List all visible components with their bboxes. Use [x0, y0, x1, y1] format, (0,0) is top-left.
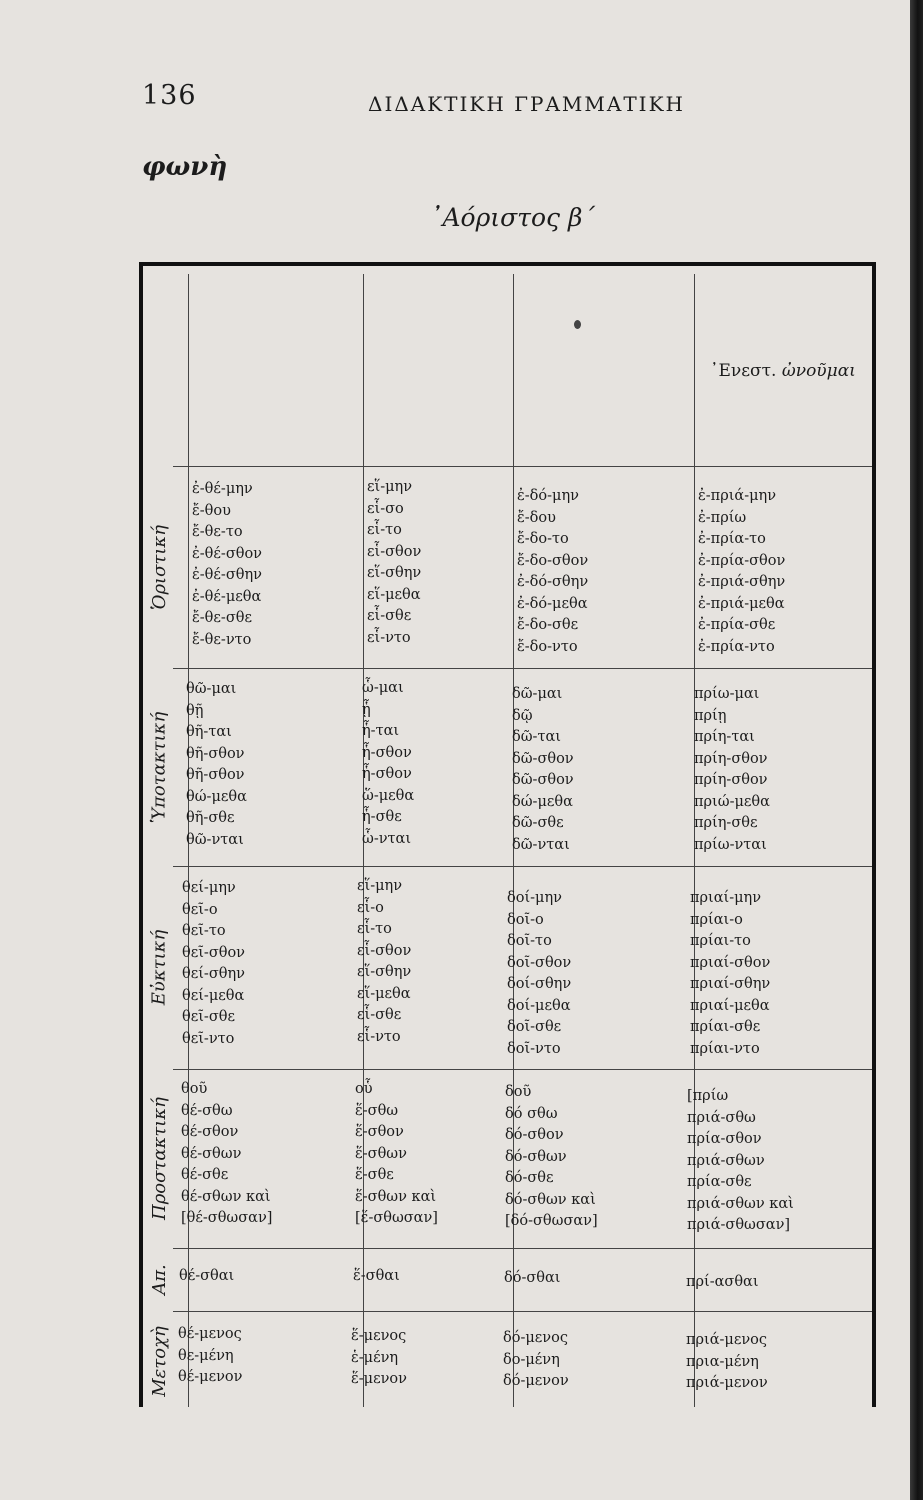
infinitive-col-4: πρί-ασθαι	[686, 1274, 759, 1290]
infinitive-col-1: θέ-σθαι	[179, 1268, 235, 1284]
subjunctive-col-1: θῶ-μαι θῇ θῆ-ται θῆ-σθον θῆ-σθον θώ-μεθα θῆ-σθε θῶ-νται	[186, 681, 247, 848]
participle-col-4: πριά-μενος πρια-μένη πριά-μενον	[686, 1332, 768, 1391]
page-number: 136	[142, 80, 197, 111]
imperative-col-4: [πρίω πριά-σθω πρία-σθον πριά-σθων πρία-σθε πριά-σθων καὶ πριά-σθωσαν]	[687, 1088, 794, 1233]
indicative-col-1: ἐ-θέ-μην ἔ-θου ἔ-θε-το ἐ-θέ-σθον ἐ-θέ-σθην ἐ-θέ-μεθα ἔ-θε-σθε ἔ-θε-ντο	[192, 481, 262, 648]
running-head: ΔΙΔΑΚΤΙΚΗ ΓΡΑΜΜΑΤΙΚΗ	[368, 92, 685, 116]
tense-title: ᾿Αόριστος β΄	[430, 203, 595, 232]
subjunctive-col-2: ὧ-μαι ᾗ ἧ-ται ἧ-σθον ἧ-σθον ὥ-μεθα ἧ-σθε ὧ-νται	[362, 680, 415, 847]
imperative-col-2: οὗ ἕ-σθω ἕ-σθον ἕ-σθων ἕ-σθε ἕ-σθων καὶ [ἕ-σθωσαν]	[355, 1081, 438, 1226]
participle-col-1: θέ-μενος θε-μένη θέ-μενον	[178, 1326, 243, 1385]
mood-label-infinitive: Απ.	[148, 1264, 170, 1295]
mood-label-subjunctive: Ὑποτακτική	[148, 711, 170, 823]
row-rule	[173, 668, 872, 669]
present-prefix: ᾿Ενεστ.	[710, 361, 777, 381]
participle-col-2: ἕ-μενος ἑ-μένη ἕ-μενον	[351, 1328, 407, 1387]
mood-label-optative: Εὐκτική	[148, 929, 170, 1006]
imperative-col-1: θοῦ θέ-σθω θέ-σθον θέ-σθων θέ-σθε θέ-σθων καὶ [θέ-σθωσαν]	[181, 1081, 273, 1226]
optative-col-4: πριαί-μην πρίαι-ο πρίαι-το πριαί-σθον πριαί-σθην πριαί-μεθα πρίαι-σθε πρίαι-ντο	[690, 890, 771, 1057]
row-rule	[173, 866, 872, 867]
row-rule	[173, 1069, 872, 1070]
participle-col-3: δό-μενος δο-μένη δό-μενον	[503, 1330, 569, 1389]
present-verb: ὠνοῦμαι	[781, 361, 856, 381]
subjunctive-col-3: δῶ-μαι δῷ δῶ-ται δῶ-σθον δῶ-σθον δώ-μεθα δῶ-σθε δῶ-νται	[512, 686, 574, 853]
infinitive-col-3: δό-σθαι	[504, 1270, 561, 1286]
indicative-col-3: ἐ-δό-μην ἔ-δου ἔ-δο-το ἔ-δο-σθον ἐ-δό-σθην ἐ-δό-μεθα ἔ-δο-σθε ἔ-δο-ντο	[517, 488, 589, 655]
optative-col-3: δοί-μην δοῖ-ο δοῖ-το δοῖ-σθον δοί-σθην δοί-μεθα δοῖ-σθε δοῖ-ντο	[507, 890, 572, 1057]
row-rule	[173, 1311, 872, 1312]
subjunctive-col-4: πρίω-μαι πρίῃ πρίη-ται πρίη-σθον πρίη-σθον πριώ-μεθα πρίη-σθε πρίω-νται	[694, 686, 770, 853]
conjugation-table	[139, 262, 876, 1407]
indicative-col-2: εἵ-μην εἷ-σο εἷ-το εἷ-σθον εἵ-σθην εἵ-μεθα εἷ-σθε εἷ-ντο	[367, 479, 422, 646]
mood-label-indicative: Ὁριστική	[148, 524, 170, 610]
mood-label-imperative: Προστακτική	[148, 1097, 170, 1220]
mood-label-participle: Μετοχὴ	[148, 1325, 170, 1397]
page-edge-shadow	[910, 0, 923, 1500]
optative-col-2: εἵ-μην εἷ-ο εἷ-το εἷ-σθον εἵ-σθην εἵ-μεθα εἷ-σθε εἷ-ντο	[357, 878, 412, 1045]
optative-col-1: θεί-μην θεῖ-ο θεῖ-το θεῖ-σθον θεί-σθην θεί-μεθα θεῖ-σθε θεῖ-ντο	[182, 880, 245, 1047]
row-rule	[173, 1248, 872, 1249]
infinitive-col-2: ἕ-σθαι	[353, 1268, 400, 1284]
indicative-col-4: ἐ-πριά-μην ἐ-πρίω ἐ-πρία-το ἐ-πρία-σθον ἐ-πριά-σθην ἐ-πριά-μεθα ἐ-πρία-σθε ἐ-πρία-ντο	[698, 488, 786, 655]
voice-label: φωνὴ	[142, 152, 228, 182]
column-header-present	[710, 361, 856, 381]
imperative-col-3: δοῦ δό σθω δό-σθον δό-σθων δό-σθε δό-σθων καὶ [δό-σθωσαν]	[505, 1084, 598, 1229]
row-rule	[173, 466, 872, 467]
